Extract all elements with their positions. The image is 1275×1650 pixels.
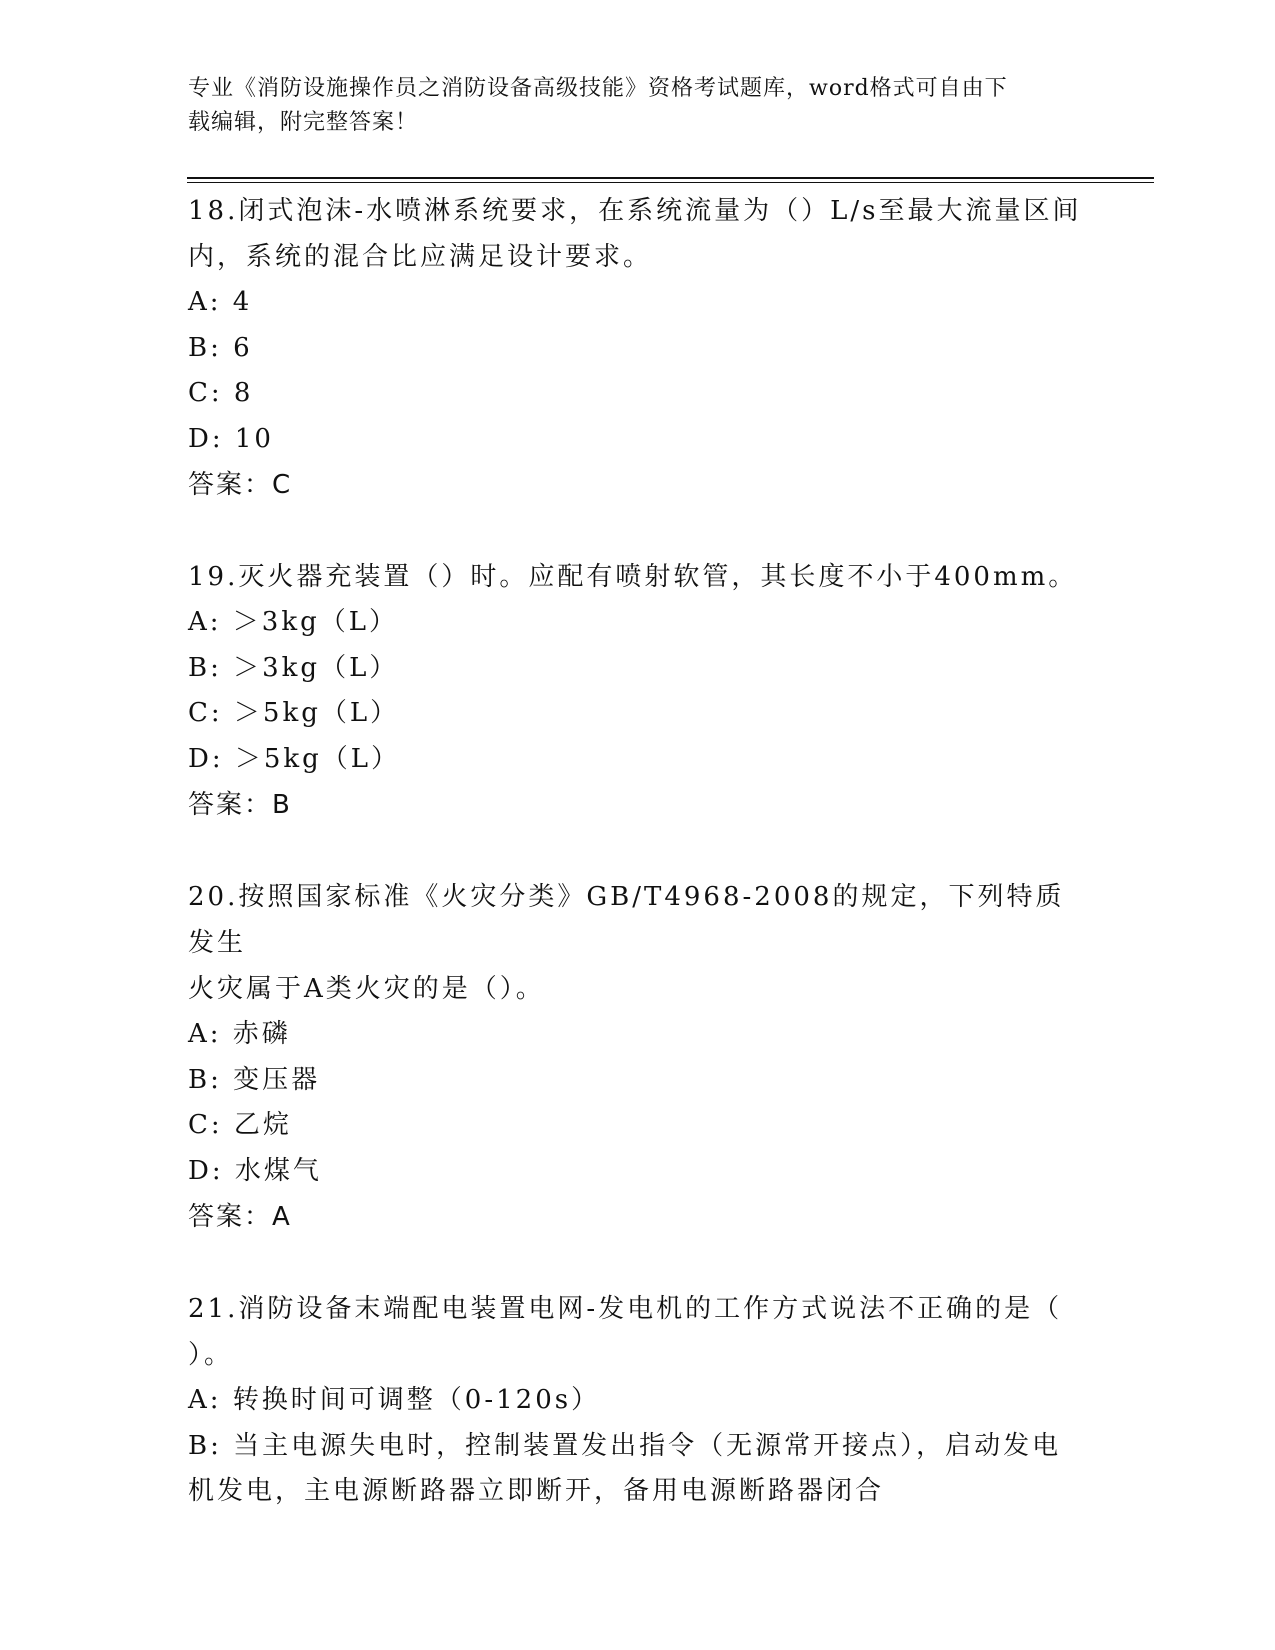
document-header [188,72,1068,140]
option-c: C: 乙烷 [188,1110,292,1140]
option-d: D: ＞5kg（L） [188,743,401,774]
answer-line: 答案：C [188,470,293,500]
option-c: C: 8 [188,378,254,408]
question-stem-line: 21.消防设备末端配电装置电网-发电机的工作方式说法不正确的是（ [188,1294,1063,1324]
option-b: B: 6 [188,332,253,363]
header-line-1: 专业《消防设施操作员之消防设备高级技能》资格考试题库，word格式可自由下 [188,76,1008,101]
answer-line: 答案：B [188,790,292,820]
question-stem-line: 内，系统的混合比应满足设计要求。 [188,242,653,272]
question-stem-line: ）。 [188,1340,234,1370]
header-line-2: 载编辑，附完整答案！ [188,110,419,135]
option-a: A: 转换时间可调整（0-120s） [188,1385,601,1415]
option-b-continuation: 机发电，主电源断路器立即断开，备用电源断路器闭合 [188,1476,885,1506]
option-a: A: 赤磷 [188,1019,291,1049]
question-stem-line: 18.闭式泡沫-水喷淋系统要求，在系统流量为（）L/s至最大流量区间 [188,196,1082,226]
option-d: D: 水煤气 [188,1155,322,1186]
option-b: B: 变压器 [188,1064,321,1095]
question-19 [188,554,1088,828]
option-b: B: 当主电源失电时，控制装置发出指令（无源常开接点），启动发电 [188,1430,1062,1461]
question-21 [188,1286,1088,1515]
answer-line: 答案：A [188,1202,292,1232]
question-list [188,188,1088,1561]
option-a: A: 4 [188,287,253,317]
question-18 [188,188,1088,508]
option-d: D: 10 [188,423,274,454]
question-stem-line: 19.灭火器充装置（）时。应配有喷射软管，其长度不小于400mm。 [188,562,1078,592]
option-a: A: ＞3kg（L） [188,607,399,637]
header-divider-thin [187,182,1154,183]
question-stem-line: 火灾属于A类火灾的是（）。 [188,974,545,1004]
header-divider-thick [187,177,1154,179]
option-b: B: ＞3kg（L） [188,652,399,683]
question-stem-line: 20.按照国家标准《火灾分类》GB/T4968-2008的规定，下列特质发生 [188,882,1065,958]
question-20 [188,874,1088,1240]
option-c: C: ＞5kg（L） [188,698,400,728]
